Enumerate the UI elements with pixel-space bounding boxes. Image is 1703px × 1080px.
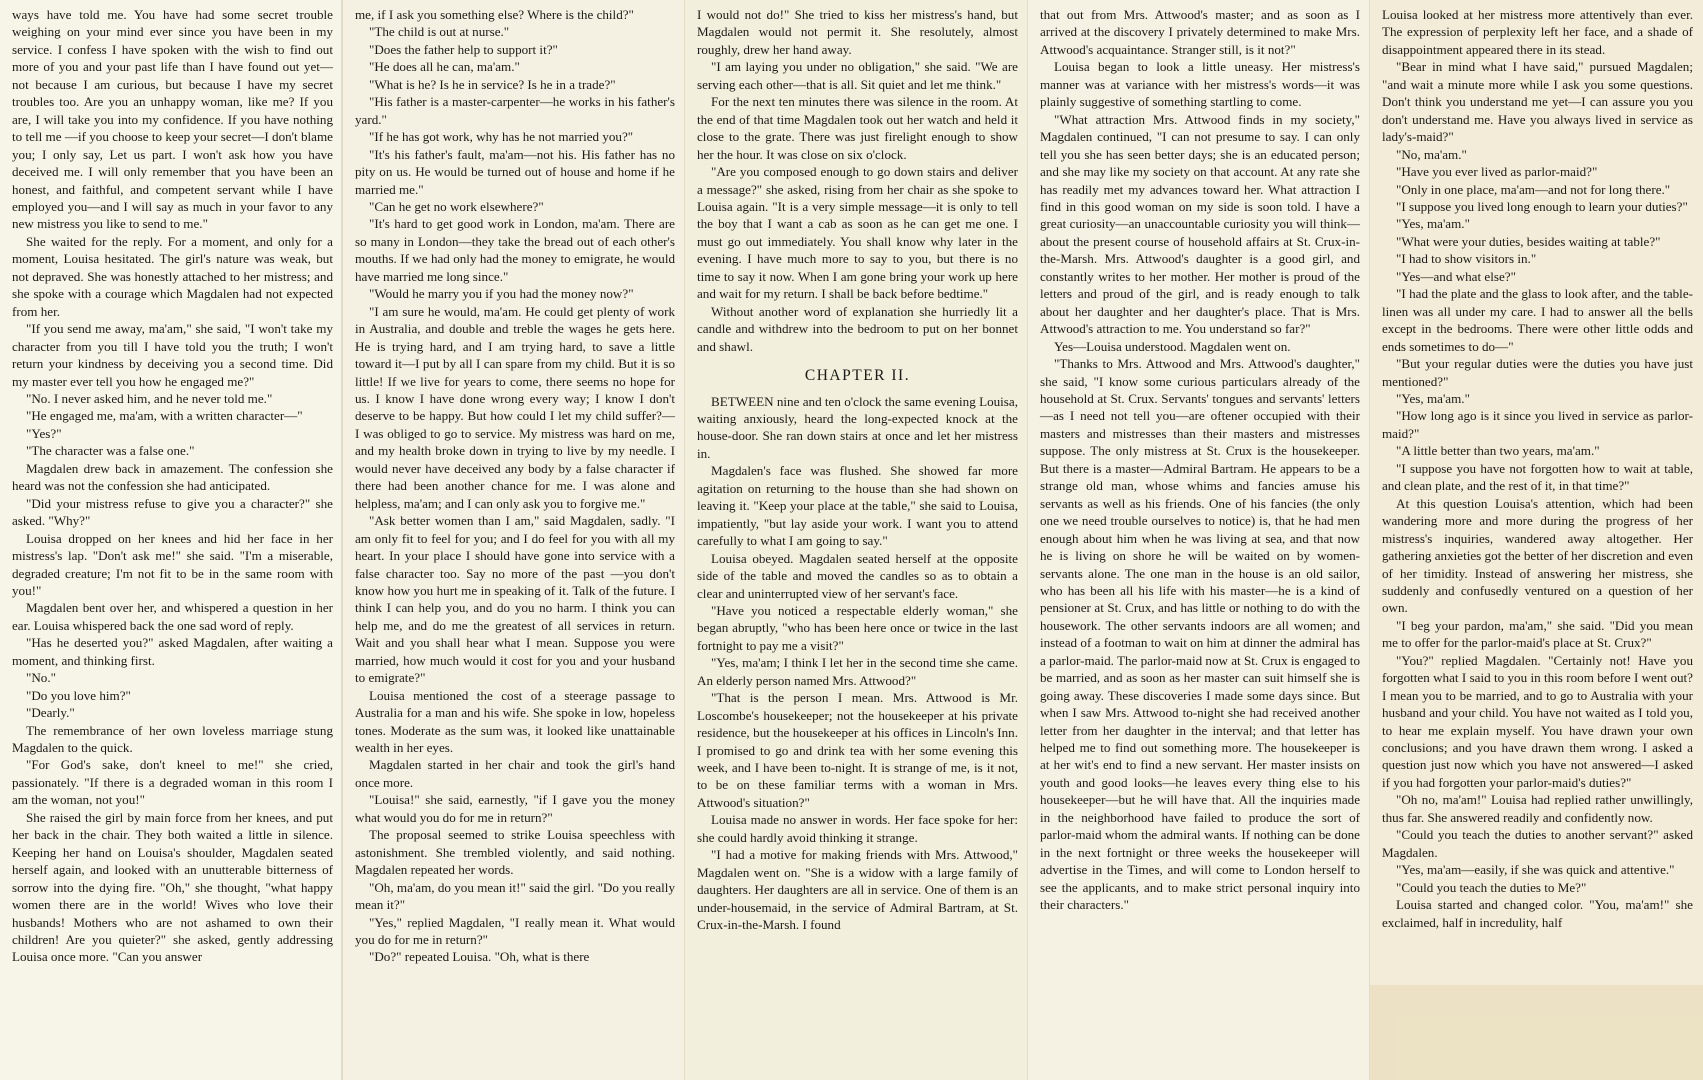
paragraph: Louisa made no answer in words. Her face spoke for her: she could hardly avoid thinking it strange.	[697, 812, 1018, 845]
paragraph: "How long ago is it since you lived in service as parlor-maid?"	[1382, 408, 1693, 441]
paragraph: "I had a motive for making friends with Mrs. Attwood," Magdalen went on. "She is a widow with a large family of daughters. Her daughters are all in service. One of them is an under-housemaid, in the service of Admiral Bartram, at St. Crux-in-the-Marsh. I found	[697, 847, 1018, 933]
paragraph: "Bear in mind what I have said," pursued Magdalen; "and wait a minute more while I ask you some questions. Don't think you understand me yet—I can assure you you don't understand me. Have you always lived in service as lady's-maid?"	[1382, 59, 1693, 145]
paragraph: The proposal seemed to strike Louisa speechless with astonishment. She trembled violently, and said nothing. Magdalen repeated her words.	[355, 827, 675, 878]
paragraph: "Could you teach the duties to another servant?" asked Magdalen.	[1382, 827, 1693, 860]
paragraph: that out from Mrs. Attwood's master; and as soon as I arrived at the discovery I privately determined to make Mrs. Attwood's acquaintance. Stranger still, is it not?"	[1040, 7, 1360, 57]
paragraph: "If he has got work, why has he not married you?"	[369, 129, 634, 145]
paragraph: She waited for the reply. For a moment, and only for a moment, Louisa hesitated. The girl's nature was weak, but not depraved. She was honestly attached to her mistress; and she spoke with a courage which Magdalen had not expected from her.	[12, 233, 333, 319]
paragraph: Louisa began to look a little uneasy. Her mistress's manner was at variance with her mistress's words—it was plainly suggestive of something startling to come.	[1040, 59, 1360, 110]
paragraph: "No."	[26, 670, 56, 686]
paragraph: me, if I ask you something else? Where is the child?"	[355, 7, 634, 22]
paragraph: "I suppose you have not forgotten how to wait at table, and clean plate, and the rest of it, in that time?"	[1382, 460, 1693, 494]
paragraph: BETWEEN nine and ten o'clock the same evening Louisa, waiting anxiously, heard the long-expected knock at the house-door. She ran down stairs at once and let her mistress in.	[697, 393, 1018, 461]
paragraph: "Do you love him?"	[26, 687, 131, 703]
paragraph: "Have you noticed a respectable elderly woman," she began abruptly, "who has been here once or twice in the last fortnight to pay me a visit?"	[697, 602, 1018, 653]
paragraph: "If you send me away, ma'am," she said, "I won't take my character from you till I have told you the truth; I won't return your kindness by deceiving you a second time. Did my master ever tell you how he engaged me?"	[12, 321, 333, 389]
paragraph: I would not do!" She tried to kiss her mistress's hand, but Magdalen would not permit it. She resolutely, almost roughly, drew her hand away.	[697, 7, 1018, 57]
paragraph: "Oh, ma'am, do you mean it!" said the girl. "Do you really mean it?"	[355, 879, 675, 913]
paragraph: "Ask better women than I am," said Magdalen, sadly. "I am only fit to feel for you; and I do feel for you with all my heart. In your place I should have gone into service with a false character too. Say no more of the past —you don't know how you hurt me in speaking of it. Talk of the future. I think I can help you, and do you no harm. I think you can help me, and do me the greatest of all services in return. Wait and you shall hear what I mean. Suppose you were married, how much would it cost for you and your husband to emigrate?"	[355, 513, 675, 686]
paragraph: "Do?" repeated Louisa. "Oh, what is there	[369, 949, 590, 965]
paragraph: Louisa obeyed. Magdalen seated herself at the opposite side of the table and moved the candles so as to obtain a clear and uninterrupted view of her servant's face.	[697, 550, 1018, 601]
paragraph: Louisa looked at her mistress more attentively than ever. The expression of perplexity left her face, and a shade of disappointment appeared there in its stead.	[1382, 7, 1693, 57]
paragraph: Yes—Louisa understood. Magdalen went on.	[1054, 338, 1291, 354]
paragraph: "Have you ever lived as parlor-maid?"	[1396, 164, 1598, 180]
paragraph: "It's hard to get good work in London, ma'am. There are so many in London—they take the bread out of each other's mouths. If we had only had the money to emigrate, he would have married me long since."	[355, 216, 675, 284]
paragraph: "A little better than two years, ma'am."	[1396, 443, 1600, 459]
paragraph: "Thanks to Mrs. Attwood and Mrs. Attwood's daughter," she said, "I know some curious particulars already of the household at St. Crux. Servants' tongues and servants' letters —as I need not tell you—are oftener occupied with their masters and mistresses than their masters and mistresses suppose. The only mistress at St. Crux is the housekeeper. But there is a master—Admiral Bartram. He appears to be a strange old man, whose whims and fancies amuse his servants as well as his friends. One of his fancies (the only one we need trouble ourselves to notice) is, that he had men enough about him when he was living at sea, and that now he is living on shore he will be waited on by women-servants alone. The one man in the house is an old sailor, who has been all his life with his master—he is a kind of pensioner at St. Crux, and has little or nothing to do with the housework. The other servants indoors are all women; and instead of a footman to wait on him at dinner the admiral has a parlor-maid. The parlor-maid now at St. Crux is engaged to be married, and as soon as her master can suit himself she is going away. These discoveries I made some days since. But when I saw Mrs. Attwood to-night she had received another letter from her daughter in the interval; and that letter has helped me to find out something more. The housekeeper is at her wit's end to find a new servant. Her master insists on youth and good looks—he leaves every thing else to his housekeeper—but he will have that. All the inquiries made in the neighborhood have failed to produce the sort of parlor-maid whom the admiral wants. If nothing can be done in the next fortnight or three weeks the housekeeper will advertise in the Times, and will come to London herself to see the applicants, and to make strict personal inquiry into their characters."	[1040, 356, 1360, 913]
paragraph: "Yes, ma'am."	[1396, 390, 1470, 406]
paragraph: "What attraction Mrs. Attwood finds in my society," Magdalen continued, "I can not presume to say. I can only tell you she has seen better days; she is an educated person; and she may like my society on that account. At any rate she has readily met my advances toward her. What attraction I find in this good woman on my side is soon told. I have a great curiosity—an unaccountable curiosity you will think—about the present course of household affairs at St. Crux-in-the-Marsh. Mrs. Attwood's daughter is a good girl, and constantly writes to her mother. Her mother is proud of the letters and proud of the girl, and is ready enough to talk about her daughter and her daughter's place. That is Mrs. Attwood's attraction to me. You understand so far?"	[1040, 111, 1360, 337]
paragraph: "I am laying you under no obligation," she said. "We are serving each other—that is all. Sit quiet and let me think."	[697, 59, 1018, 92]
paragraph: "Can he get no work elsewhere?"	[369, 198, 544, 214]
paragraph: "What were your duties, besides waiting at table?"	[1396, 233, 1661, 249]
paragraph: She raised the girl by main force from her knees, and put her back in the chair. They both waited a little in silence. Keeping her hand on Louisa's shoulder, Magdalen seated herself again, and looked with an unutterable bitterness of sorrow into the dying fire. "Oh," she thought, "what happy women there are in the world! Wives who love their husbands! Mothers who are not ashamed to own their children! Are you quieter?" she asked, gently addressing Louisa once more. "Can you answer	[12, 809, 333, 965]
paragraph: "Did your mistress refuse to give you a character?" she asked. "Why?"	[12, 495, 333, 529]
paragraph: Magdalen drew back in amazement. The confession she heard was not the confession she had anticipated.	[12, 460, 333, 494]
paragraph: "He does all he can, ma'am."	[369, 59, 520, 75]
text-column-5	[1370, 0, 1703, 1080]
paragraph: "Has he deserted you?" asked Magdalen, after waiting a moment, and thinking first.	[12, 635, 333, 668]
paragraph: "That is the person I mean. Mrs. Attwood is Mr. Loscombe's housekeeper; not the housekeeper at his private residence, but the housekeeper at his offices in Lincoln's Inn. I promised to go and drink tea with her some evening this week, and I have been to-night. It is strange of me, is it not, to be on these familiar terms with a woman in Mrs. Attwood's situation?"	[697, 690, 1018, 810]
paragraph: "His father is a master-carpenter—he works in his father's yard."	[355, 94, 675, 127]
paragraph: "The child is out at nurse."	[369, 24, 510, 40]
paragraph: "Would he marry you if you had the money now?"	[369, 286, 634, 302]
paragraph: "Yes, ma'am; I think I let her in the second time she came. An elderly person named Mrs. Attwood?"	[697, 655, 1018, 688]
paragraph: At this question Louisa's attention, which had been wandering more and more during the progress of her mistress's inquiries, wandered away altogether. Her gathering anxieties got the better of her discretion and even of her timidity. Instead of answering her mistress, she suddenly and confusedly ventured on a question of her own.	[1382, 495, 1693, 616]
paragraph: "No, ma'am."	[1396, 146, 1467, 162]
text-column-1	[0, 0, 343, 1080]
paragraph: "Could you teach the duties to Me?"	[1396, 879, 1587, 895]
paragraph: Without another word of explanation she hurriedly lit a candle and withdrew into the bedroom to put on her bonnet and shawl.	[697, 303, 1018, 354]
paragraph: "Dearly."	[26, 705, 75, 721]
paragraph: "I had the plate and the glass to look after, and the table-linen was all under my care. I had to answer all the bells except in the bedrooms. There were other little odds and ends sometimes to do—"	[1382, 286, 1693, 354]
paragraph: Magdalen started in her chair and took the girl's hand once more.	[355, 757, 675, 790]
paragraph: "You?" replied Magdalen. "Certainly not! Have you forgotten what I said to you in this room before I went out? I mean you to be married, and to go to Australia with your husband and your child. You have not waited as I told you, to hear me explain myself. You have drawn your own conclusions; and you have drawn them wrong. I asked a question just now which you have not answered—I asked if you had forgotten your parlor-maid's duties?"	[1382, 652, 1693, 790]
paragraph: Magdalen's face was flushed. She showed far more agitation on returning to the house than she had shown on leaving it. "Keep your place at the table," she said to Louisa, impatiently, "but lay aside your work. I want you to attend carefully to what I am going to say."	[697, 463, 1018, 549]
paragraph: "Yes, ma'am—easily, if she was quick and attentive."	[1396, 862, 1675, 878]
paragraph: "I beg your pardon, ma'am," she said. "Did you mean me to offer for the parlor-maid's place at St. Crux?"	[1382, 617, 1693, 651]
paragraph: For the next ten minutes there was silence in the room. At the end of that time Magdalen took out her watch and held it close to the grate. There was just firelight enough to show her the hour. It was close on six o'clock.	[697, 94, 1018, 162]
text-column-4	[1028, 0, 1370, 1080]
chapter-heading: CHAPTER II.	[804, 367, 911, 385]
text-column-3	[685, 0, 1028, 1080]
paragraph: "He engaged me, ma'am, with a written character—"	[26, 408, 303, 424]
paragraph: Louisa dropped on her knees and hid her face in her mistress's lap. "Don't ask me!" she said. "I'm a miserable, degraded creature; I'm not fit to be in the same room with you!"	[12, 530, 333, 598]
paragraph: "For God's sake, don't kneel to me!" she cried, passionately. "If there is a degraded woman in this room I am the woman, not you!"	[12, 757, 333, 808]
paragraph: The remembrance of her own loveless marriage stung Magdalen to the quick.	[12, 722, 333, 756]
paragraph: "The character was a false one."	[26, 443, 195, 459]
paragraph: "Only in one place, ma'am—and not for long there."	[1396, 181, 1671, 197]
paragraph: "Are you composed enough to go down stairs and deliver a message?" she asked, rising from her chair as she spoke to Louisa again. "It is a very simple message—it is only to tell the boy that I want a cab as soon as he can get me one. I must go out immediately. You shall know why later in the evening. I have much more to say to you, but there is no time to say it now. When I am gone bring your work up here and wait for my return. I shall be back before bedtime."	[697, 164, 1018, 302]
paragraph: ways have told me. You have had some secret trouble weighing on your mind ever since you have been in my service. I confess I have spoken with the wish to find out more of you and your past life than I have found out yet— not because I am curious, but because I have my secret troubles too. Are you an unhappy woman, like me? If you are, I will take you into my confidence. If you have nothing to tell me —if you choose to keep your secret—I don't blame you; I only say, Let us part. I won't ask how you have deceived me. I will only remember that you have been an honest, and faithful, and competent servant while I have employed you—and I will say as much in your favor to any new mistress you like to send to me."	[12, 7, 333, 232]
paragraph: "I suppose you lived long enough to learn your duties?"	[1396, 198, 1688, 214]
paragraph: "No. I never asked him, and he never told me."	[26, 390, 273, 406]
paragraph: "It's his father's fault, ma'am—not his. His father has no pity on us. He would be turned out of house and home if he married me."	[355, 146, 675, 197]
paragraph: Louisa mentioned the cost of a steerage passage to Australia for a man and his wife. She spoke in low, hopeless tones. Moderate as the sum was, it looked like unattainable wealth in her eyes.	[355, 687, 675, 756]
paragraph: "Yes—and what else?"	[1396, 268, 1516, 284]
paragraph: "I am sure he would, ma'am. He could get plenty of work in Australia, and double and treble the wages he gets here. He is trying hard, and I am trying hard, to save a little toward it—I put by all I can spare from my child. But it is so little! If we live for years to come, there seems no hope for us. I know I have done wrong every way; I know I don't deserve to be happy. But how could I let my child suffer?— I was obliged to go to service. My mistress was hard on me, and my health broke down in trying to live by my needle. I would never have deceived any body by a false character if there had been another chance for me. I was alone and helpless, ma'am; and I can only ask you to forgive me."	[355, 303, 675, 511]
paragraph: "Louisa!" she said, earnestly, "if I gave you the money what would you do for me in return?"	[355, 792, 675, 825]
paragraph: "But your regular duties were the duties you have just mentioned?"	[1382, 356, 1693, 389]
paragraph: "Yes," replied Magdalen, "I really mean it. What would you do for me in return?"	[355, 914, 675, 948]
paragraph: "What is he? Is he in service? Is he in a trade?"	[369, 76, 616, 92]
text-column-2	[343, 0, 685, 1080]
paragraph: "Does the father help to support it?"	[369, 41, 558, 57]
paragraph: Louisa started and changed color. "You, ma'am!" she exclaimed, half in incredulity, half	[1382, 897, 1693, 930]
paragraph: "Yes, ma'am."	[1396, 216, 1470, 232]
paragraph: "Oh no, ma'am!" Louisa had replied rather unwillingly, thus far. She answered readily and confidently now.	[1382, 792, 1693, 825]
paragraph: "Yes?"	[26, 425, 62, 441]
paragraph: "I had to show visitors in."	[1396, 251, 1537, 267]
paragraph: Magdalen bent over her, and whispered a question in her ear. Louisa whispered back the one sad word of reply.	[12, 600, 333, 633]
